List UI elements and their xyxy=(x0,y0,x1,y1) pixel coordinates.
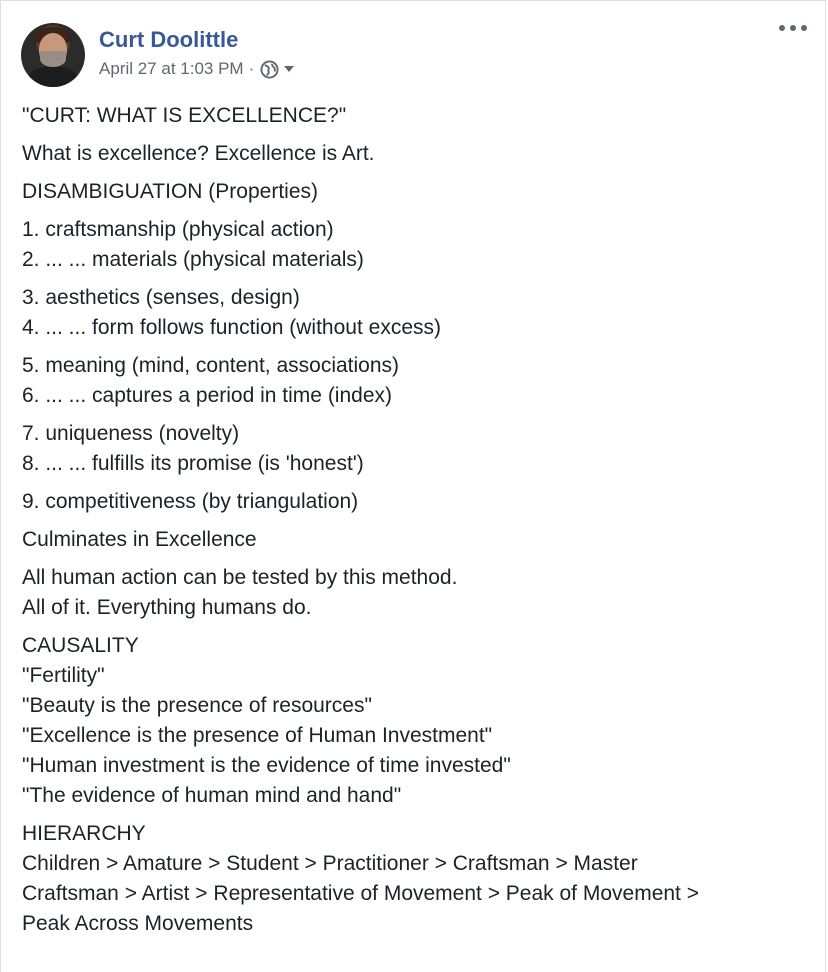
post-line: 9. competitiveness (by triangulation) xyxy=(22,490,359,513)
post-line: 5. meaning (mind, content, associations) xyxy=(22,354,400,377)
post-line: All human action can be tested by this method. xyxy=(22,566,458,589)
more-options-icon[interactable] xyxy=(779,19,807,37)
post-paragraph xyxy=(22,101,812,131)
post-line: 3. aesthetics (senses, design) xyxy=(22,286,300,309)
post-line: "Fertility" xyxy=(22,664,105,687)
post-paragraph xyxy=(22,283,812,343)
post-line: Culminates in Excellence xyxy=(22,528,257,551)
post-paragraph xyxy=(22,139,812,169)
post-paragraph xyxy=(22,631,812,811)
post-line: DISAMBIGUATION (Properties) xyxy=(22,180,318,203)
author-avatar[interactable] xyxy=(21,23,85,87)
post-paragraph xyxy=(22,819,812,939)
post-line: "CURT: WHAT IS EXCELLENCE?" xyxy=(22,104,347,127)
globe-icon[interactable] xyxy=(260,60,279,79)
post-line: What is excellence? Excellence is Art. xyxy=(22,142,375,165)
post-line: "Human investment is the evidence of time invested" xyxy=(22,754,511,777)
post-paragraph xyxy=(22,563,812,623)
post-line: Peak Across Movements xyxy=(22,912,254,935)
post-paragraph xyxy=(22,487,812,517)
caret-down-icon[interactable] xyxy=(283,63,295,75)
post-line: 2. ... ... materials (physical materials) xyxy=(22,248,364,271)
post-line: "Excellence is the presence of Human Investment" xyxy=(22,724,493,747)
post-line: 6. ... ... captures a period in time (index) xyxy=(22,384,393,407)
post-line: 7. uniqueness (novelty) xyxy=(22,422,240,445)
post-header xyxy=(21,23,801,87)
post-text xyxy=(22,101,812,947)
post-line: 8. ... ... fulfills its promise (is 'honest') xyxy=(22,452,364,475)
author-name[interactable]: Curt Doolittle xyxy=(99,27,239,52)
post-line: HIERARCHY xyxy=(22,822,146,845)
post-paragraph xyxy=(22,525,812,555)
post-line: "Beauty is the presence of resources" xyxy=(22,694,372,717)
post-line: CAUSALITY xyxy=(22,634,139,657)
post-line: Craftsman > Artist > Representative of Movement > Peak of Movement > xyxy=(22,882,699,905)
post-line: Children > Amature > Student > Practitioner > Craftsman > Master xyxy=(22,852,638,875)
post-paragraph xyxy=(22,215,812,275)
post-line: 4. ... ... form follows function (without excess) xyxy=(22,316,441,339)
post-line: 1. craftsmanship (physical action) xyxy=(22,218,334,241)
meta-separator: · xyxy=(248,59,255,78)
post-line: All of it. Everything humans do. xyxy=(22,596,312,619)
post-paragraph xyxy=(22,177,812,207)
post-paragraph xyxy=(22,419,812,479)
post-line: "The evidence of human mind and hand" xyxy=(22,784,402,807)
post-meta xyxy=(99,59,295,79)
post-timestamp[interactable]: April 27 at 1:03 PM xyxy=(99,59,244,78)
post-paragraph xyxy=(22,351,812,411)
